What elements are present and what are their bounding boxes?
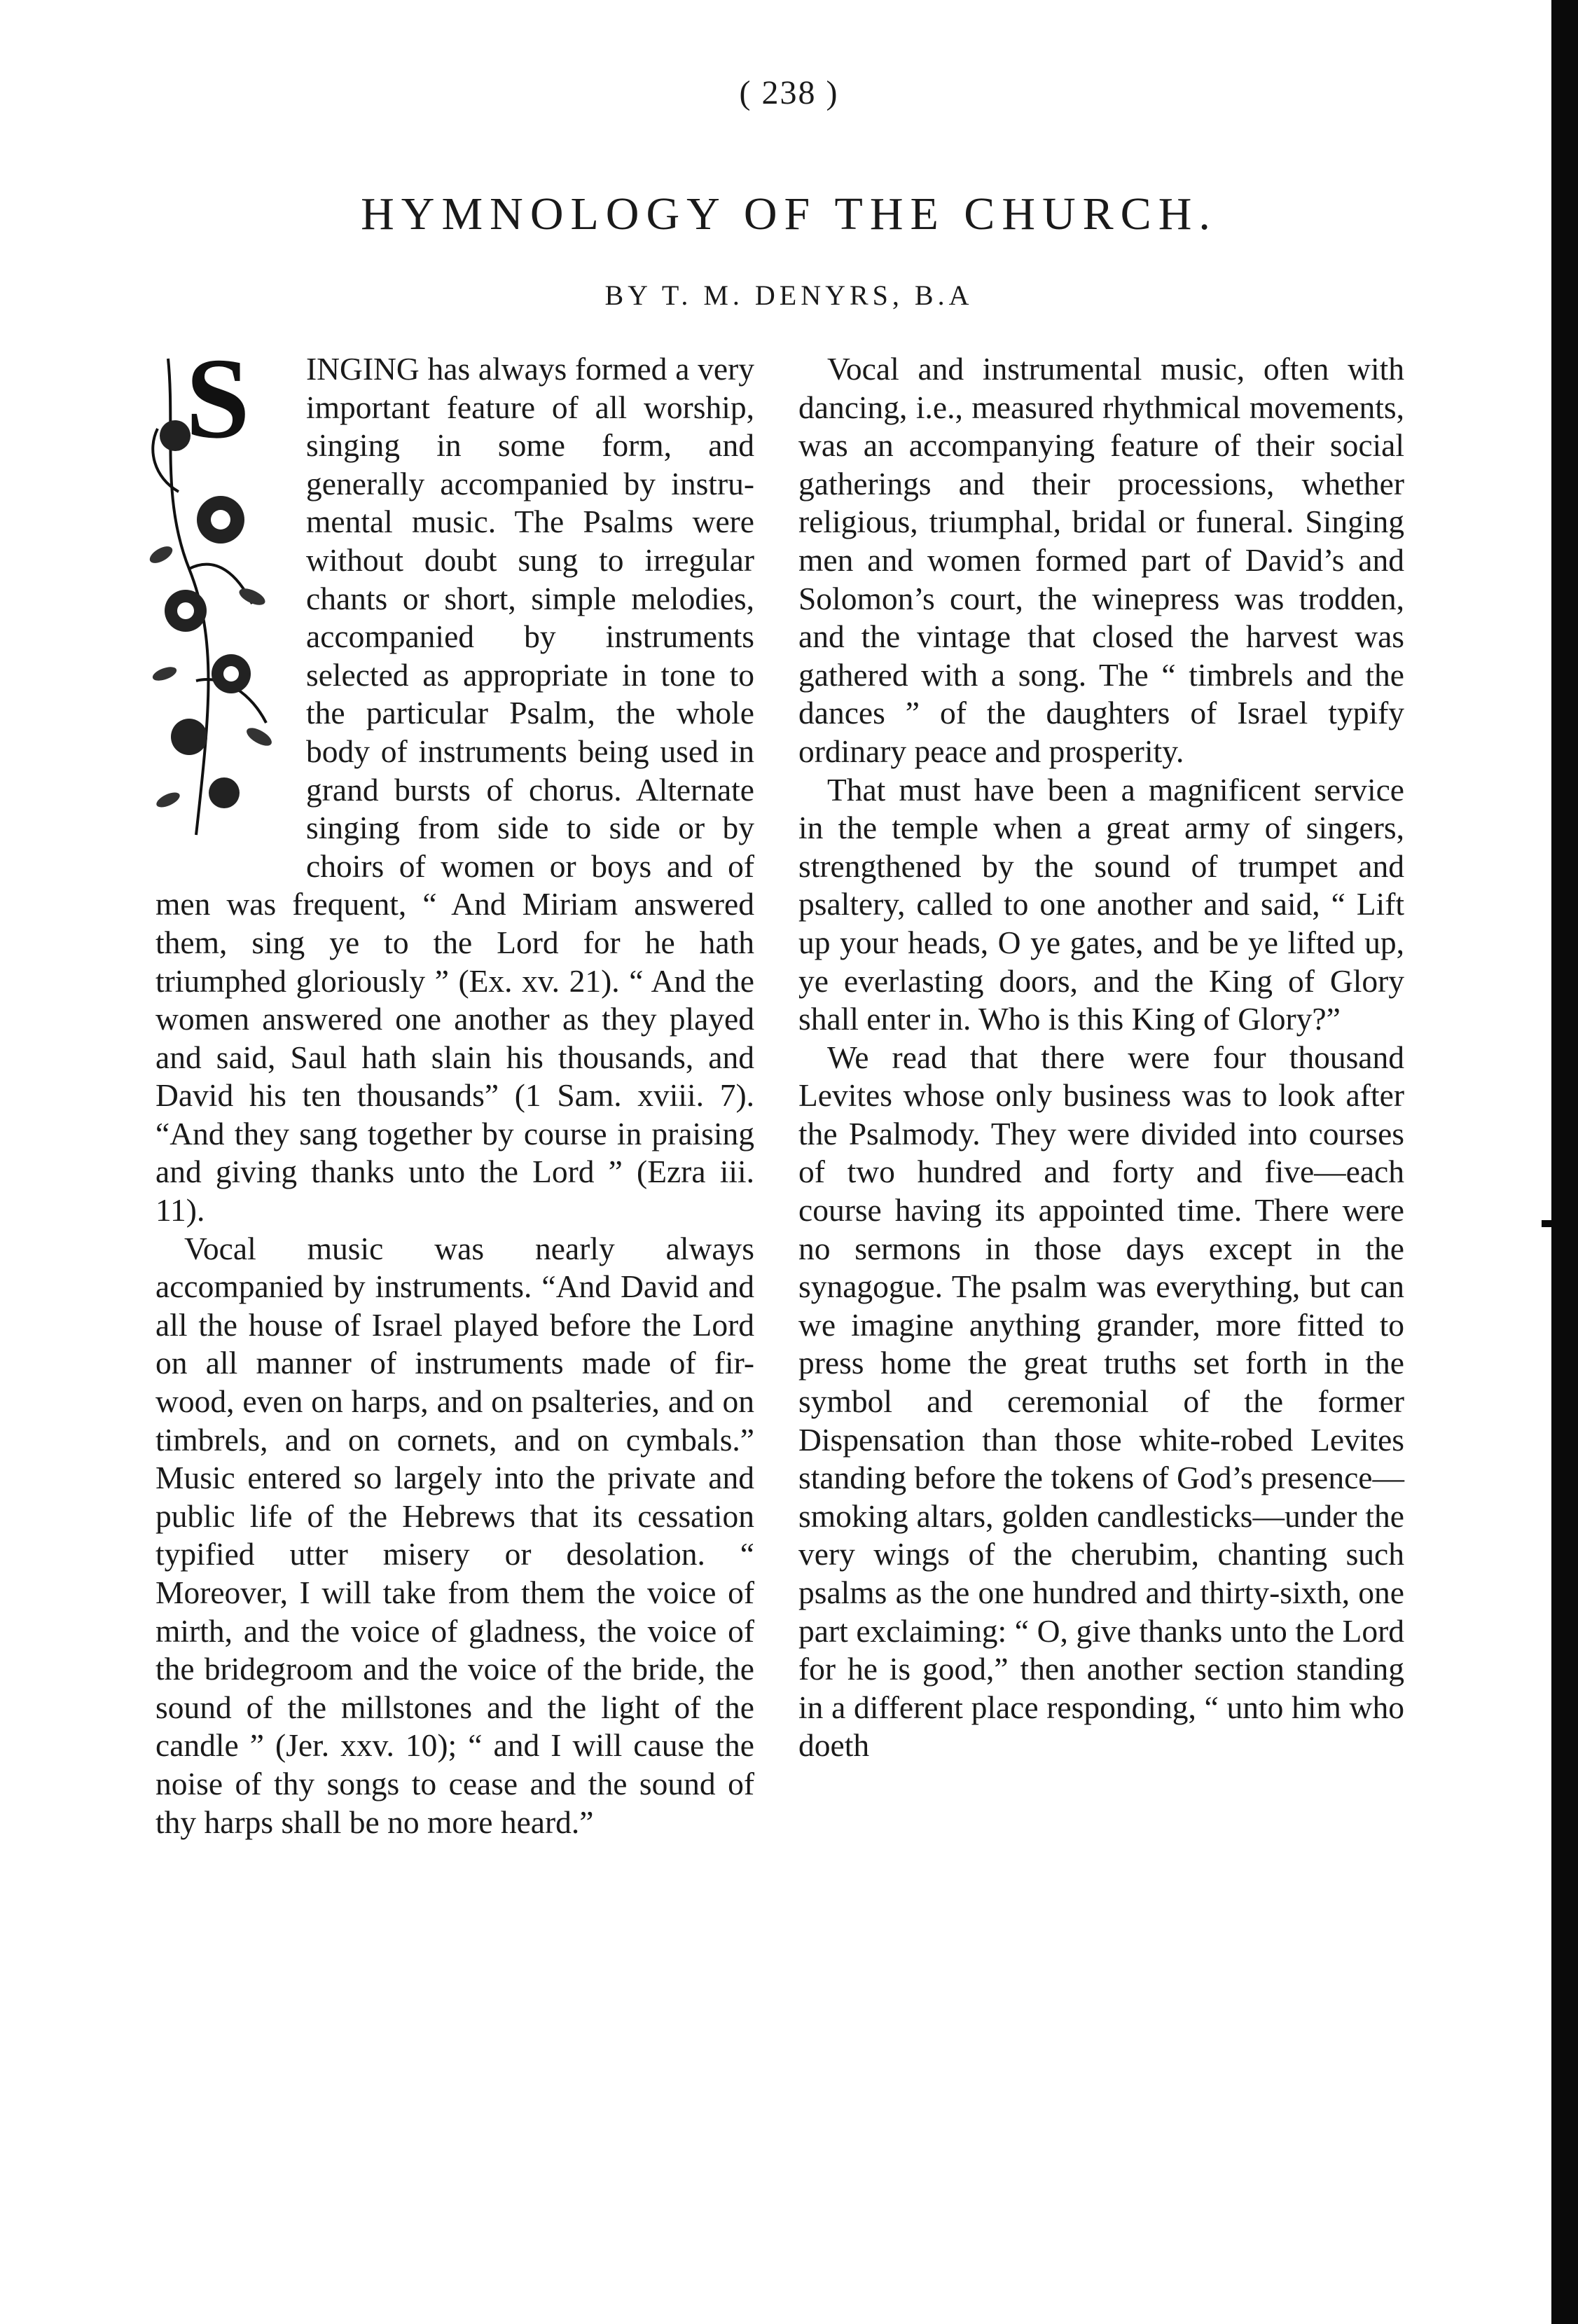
right-paragraph-1: Vocal and instrumental music, often with dancing, i.e., measured rhythmical movements, was an accompanying feature of their social gatherings and their processions, whether religious, triumphal, bridal or funeral. Singing men and women formed part of David’s and Solomon’s court, the winepress was trodden, and the vintage that closed the harvest was gathered with a song. The “ timbrels and the dances ” of the daughters of Israel typify ordinary peace and prosperity.	[798, 351, 1404, 769]
right-paragraph-3: We read that there were four thousand Levites whose only business was to look after the Psalmody. They were divided into courses of two hundred and forty and five—each course having its appointed time. There were no sermons in those days except in the synagogue. The psalm was everything, but can we imagine anything grander, more fitted to press home the great truths set forth in the symbol and ceremonial of the former Dispensation than those white-robed Levites standing before the tokens of God’s presence—smoking altars, golden candlesticks—under the very wings of the cherubim, chanting such psalms as the one hundred and thirty-sixth, one part exclaiming: “ O, give thanks unto the Lord for he is good,” then another section standing in a different place responding, “ unto him who doeth	[798, 1039, 1404, 1764]
drop-cap-letter: S	[186, 334, 250, 462]
page-edge-rule	[1551, 0, 1578, 2324]
page-edge-notch	[1542, 1220, 1557, 1227]
page-number: ( 238 )	[739, 74, 839, 111]
left-paragraph-2: Vocal music was nearly always accompanied by instruments. “And David and all the house of Israel played before the Lord on all manner of instruments made of fir-wood, even on harps, and on psalteries, and on timbrels, and on cornets, and on cymbals.” Music entered so largely into the private and public life of the Hebrews that its cessation typified utter misery or desolation. “ Moreover, I will take from them the voice of mirth, and the voice of gladness, the voice of the bridegroom and the voice of the bride, the sound of the millstones and the light of the candle ” (Jer. xxv. 10); “ and I will cause the noise of thy songs to cease and the sound of thy harps shall be no more heard.”	[155, 1230, 754, 1840]
right-column	[798, 350, 1404, 1765]
article-title: HYMNOLOGY OF THE CHURCH.	[361, 188, 1217, 240]
left-column	[155, 334, 754, 1841]
drop-cap-ornament	[147, 334, 298, 873]
author-byline: BY T. M. DENYRS, B.A	[604, 279, 974, 311]
right-paragraph-2: That must have been a magnificent service in the temple when a great army of singers, strengthened by the sound of trumpet and psaltery, called to one another and said, “ Lift up your heads, O ye gates, and be ye lifted up, ye everlasting doors, and the King of Glory shall enter in. Who is this King of Glory?”	[798, 771, 1404, 1037]
left-paragraph-1: INGING has always formed a very important feature of all worship, singing in some form, and generally accompanied by instrumental music. The Psalms were without doubt sung to irregular chants or short, simple melodies, accompanied by instruments selected as appropriate in tone to the particular Psalm, the whole body of instruments being used in grand bursts of chorus. Alternate singing from side to side or by choirs of women or boys and of men was frequent, “ And Miriam answered them, sing ye to the Lord for he hath triumphed gloriously ” (Ex. xv. 21). “ And the women answered one another as they played and said, Saul hath slain his thousands, and David his ten thousands” (1 Sam. xviii. 7). “And they sang together by course in praising and giving thanks unto the Lord ” (Ezra iii. 11).	[155, 351, 754, 1229]
